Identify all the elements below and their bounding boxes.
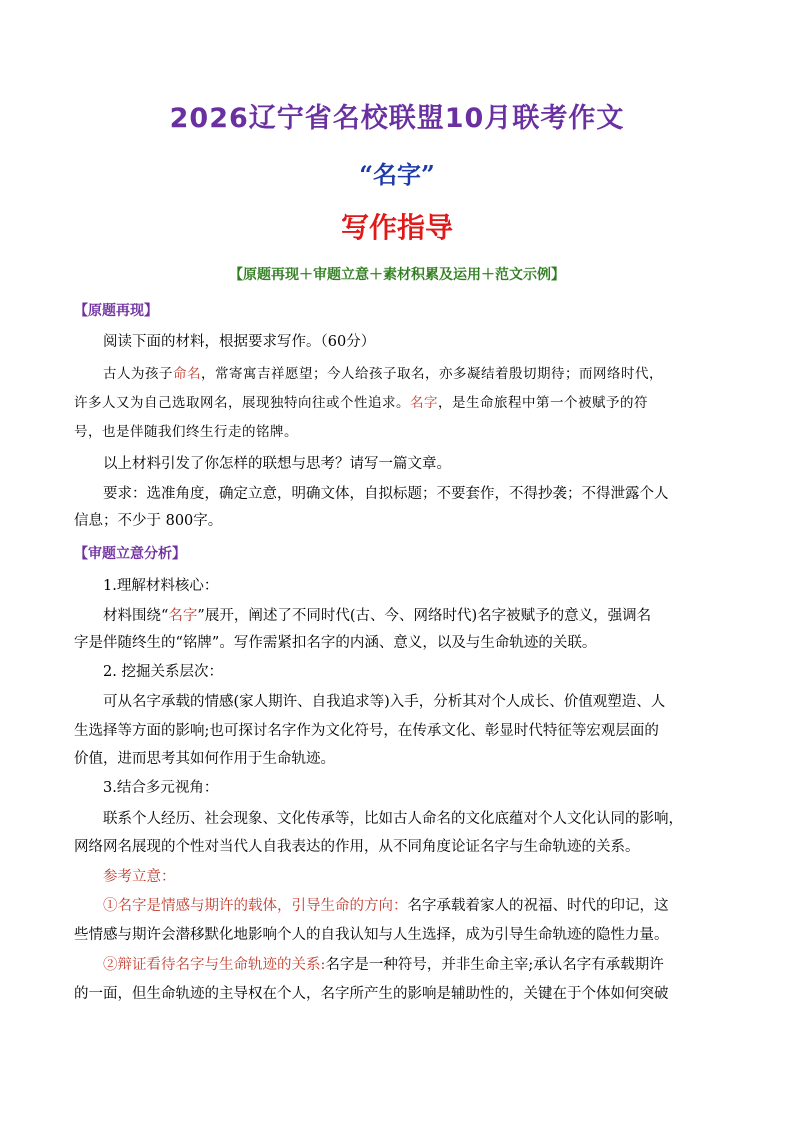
material-line-1: [103, 364, 753, 384]
material-line-2: [74, 393, 724, 413]
material-text: 许多人又为自己选取网名，展现独特向往或个性追求。: [74, 395, 410, 411]
material-highlight: 命名: [173, 366, 201, 382]
point-2-line-1: 可从名字承载的情感(家人期许、自我追求等)入手，分析其对个人成长、价值观塑造、人: [103, 694, 666, 710]
reference-title: 参考立意：: [103, 869, 176, 885]
document-title: 2026辽宁省名校联盟10月联考作文: [169, 103, 625, 134]
point-3-line-1: 联系个人经历、社会现象、文化传承等，比如古人命名的文化底蕴对个人文化认同的影响，: [103, 811, 683, 827]
reference-2-line-2: 的一面，但生命轨迹的主导权在个人，名字所产生的影响是辅助性的，关键在于个体如何突破: [74, 986, 669, 1002]
section-heading-original: 【原题再现】: [74, 303, 158, 319]
point-text: ”展开，阐述了不同时代(古、今、网络时代)名字被赋予的意义，强调名: [197, 608, 652, 624]
material-line-3: 号，也是伴随我们终生行走的铭牌。: [74, 424, 298, 440]
point-2-line-3: 价值，进而思考其如何作用于生命轨迹。: [74, 751, 335, 767]
document-subtitle: 【原题再现＋审题立意＋素材积累及运用＋范文示例】: [229, 267, 565, 283]
point-title-1: 1.理解材料核心：: [103, 578, 219, 594]
requirement-line-2: 信息；不少于 800字。: [74, 513, 223, 529]
material-text: 古人为孩子: [103, 366, 173, 382]
point-title-2: 2. 挖掘关系层次：: [103, 664, 223, 680]
point-2-line-2: 生选择等方面的影响;也可探讨名字作为文化符号，在传承文化、彰显时代特征等宏观层面的: [74, 723, 659, 739]
reference-2-line-1: [103, 955, 753, 975]
section-heading-analysis: 【审题立意分析】: [74, 546, 186, 562]
reference-text: 名字是一种符号，并非生命主宰;承认名字有承载期许: [325, 957, 664, 973]
point-highlight: 名字: [168, 608, 198, 624]
point-1-line-2: 字是伴随终生的“铭牌”。写作需紧扣名字的内涵、意义，以及与生命轨迹的关联。: [74, 635, 597, 651]
material-highlight: 名字: [410, 395, 438, 411]
requirement-line-1: 要求：选准角度，确定立意，明确文体，自拟标题；不要套作，不得抄袭；不得泄露个人: [103, 486, 669, 502]
reference-heading: ②辩证看待名字与生命轨迹的关系:: [103, 957, 326, 973]
reference-heading: ①名字是情感与期许的载体，引导生命的方向：: [103, 898, 408, 914]
point-1-line-1: [103, 606, 753, 626]
material-text: ，常寄寓吉祥愿望；今人给孩子取名，亦多凝结着殷切期待；而网络时代，: [201, 366, 663, 382]
point-3-line-2: 网络网名展现的个性对当代人自我表达的作用，从不同角度论证名字与生命轨迹的关系。: [74, 839, 640, 855]
essay-topic: “名字”: [359, 160, 435, 189]
guide-heading: 写作指导: [340, 211, 453, 244]
reference-1-line-2: 些情感与期许会潜移默化地影响个人的自我认知与人生选择，成为引导生命轨迹的隐性力量。: [74, 927, 669, 943]
material-text: ，是生命旅程中第一个被赋予的符: [438, 395, 648, 411]
reference-1-line-1: [103, 896, 753, 916]
point-text: 材料围绕“: [103, 608, 169, 624]
prompt-line: 以上材料引发了你怎样的联想与思考？请写一篇文章。: [103, 456, 451, 472]
point-title-3: 3.结合多元视角：: [103, 780, 219, 796]
instruction-line: 阅读下面的材料，根据要求写作。（60分）: [103, 334, 376, 350]
reference-text: 名字承载着家人的祝福、时代的印记，这: [407, 898, 669, 914]
